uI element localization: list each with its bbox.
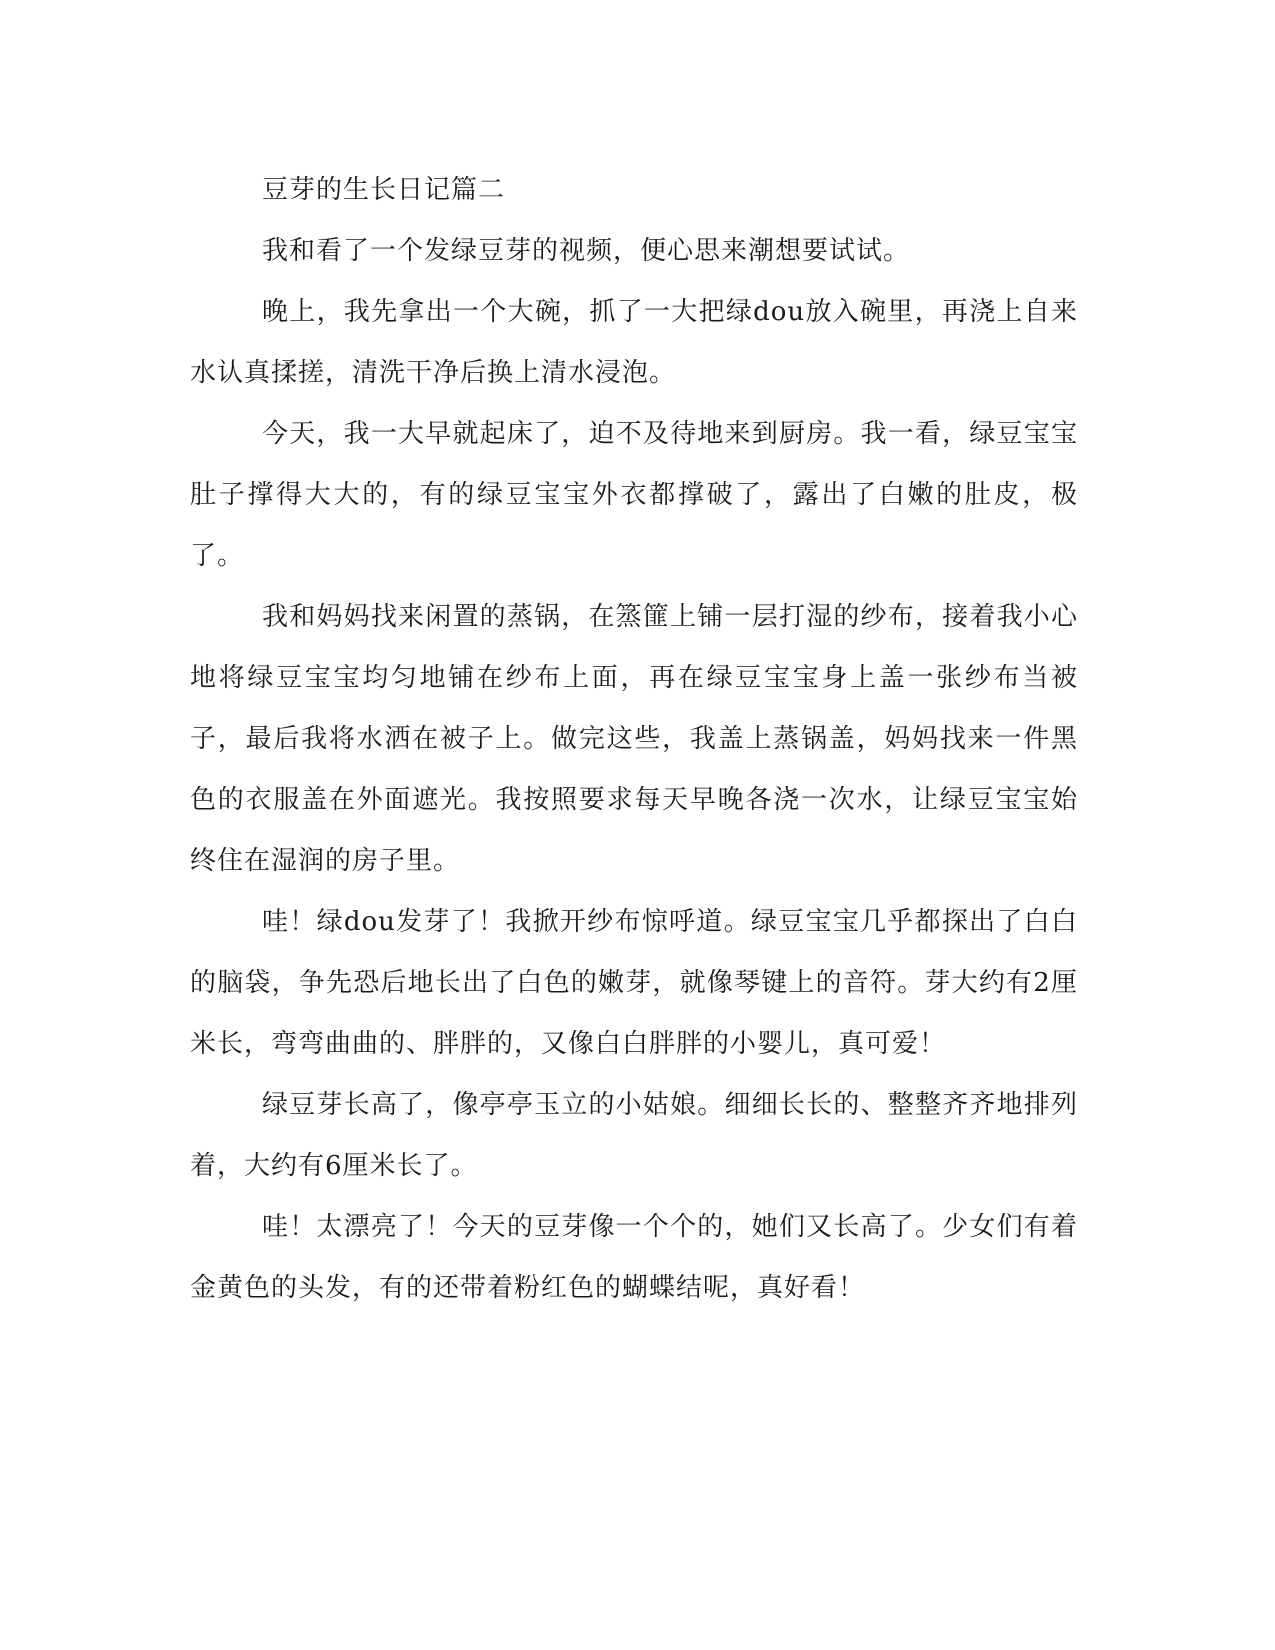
paragraph: 今天，我一大早就起床了，迫不及待地来到厨房。我一看，绿豆宝宝肚子撑得大大的，有的绿豆宝宝外衣都撑破了，露出了白嫩的肚皮，极了。 — [190, 419, 1078, 571]
paragraph: 我和妈妈找来闲置的蒸锅，在篜篚上铺一层打湿的纱布，接着我小心地将绿豆宝宝均匀地铺在纱布上面，再在绿豆宝宝身上盖一张纱布当被子，最后我将水洒在被子上。做完这些，我盖上蒸锅盖，妈妈找来一件黑色的衣服盖在外面遮光。我按照要求每天早晚各浇一次水，让绿豆宝宝始终住在湿润的房子里。 — [190, 602, 1078, 876]
paragraph: 哇！绿dou发芽了！我掀开纱布惊呼道。绿豆宝宝几乎都探出了白白的脑袋，争先恐后地长出了白色的嫩芽，就像琴键上的音符。芽大约有2厘米长，弯弯曲曲的、胖胖的，又像白白胖胖的小婴儿，真可爱！ — [190, 907, 1078, 1059]
paragraph: 晚上，我先拿出一个大碗，抓了一大把绿dou放入碗里，再浇上自来水认真揉搓，清洗干净后换上清水浸泡。 — [190, 297, 1078, 388]
document-title: 豆芽的生长日记篇二 — [262, 175, 506, 205]
paragraph: 我和看了一个发绿豆芽的视频，便心思来潮想要试试。 — [262, 236, 911, 266]
paragraph: 绿豆芽长高了，像亭亭玉立的小姑娘。细细长长的、整整齐齐地排列着，大约有6厘米长了。 — [190, 1090, 1078, 1181]
paragraph: 哇！太漂亮了！今天的豆芽像一个个的，她们又长高了。少女们有着金黄色的头发，有的还带着粉红色的蝴蝶结呢，真好看！ — [190, 1212, 1078, 1303]
document-body — [190, 160, 1078, 1319]
